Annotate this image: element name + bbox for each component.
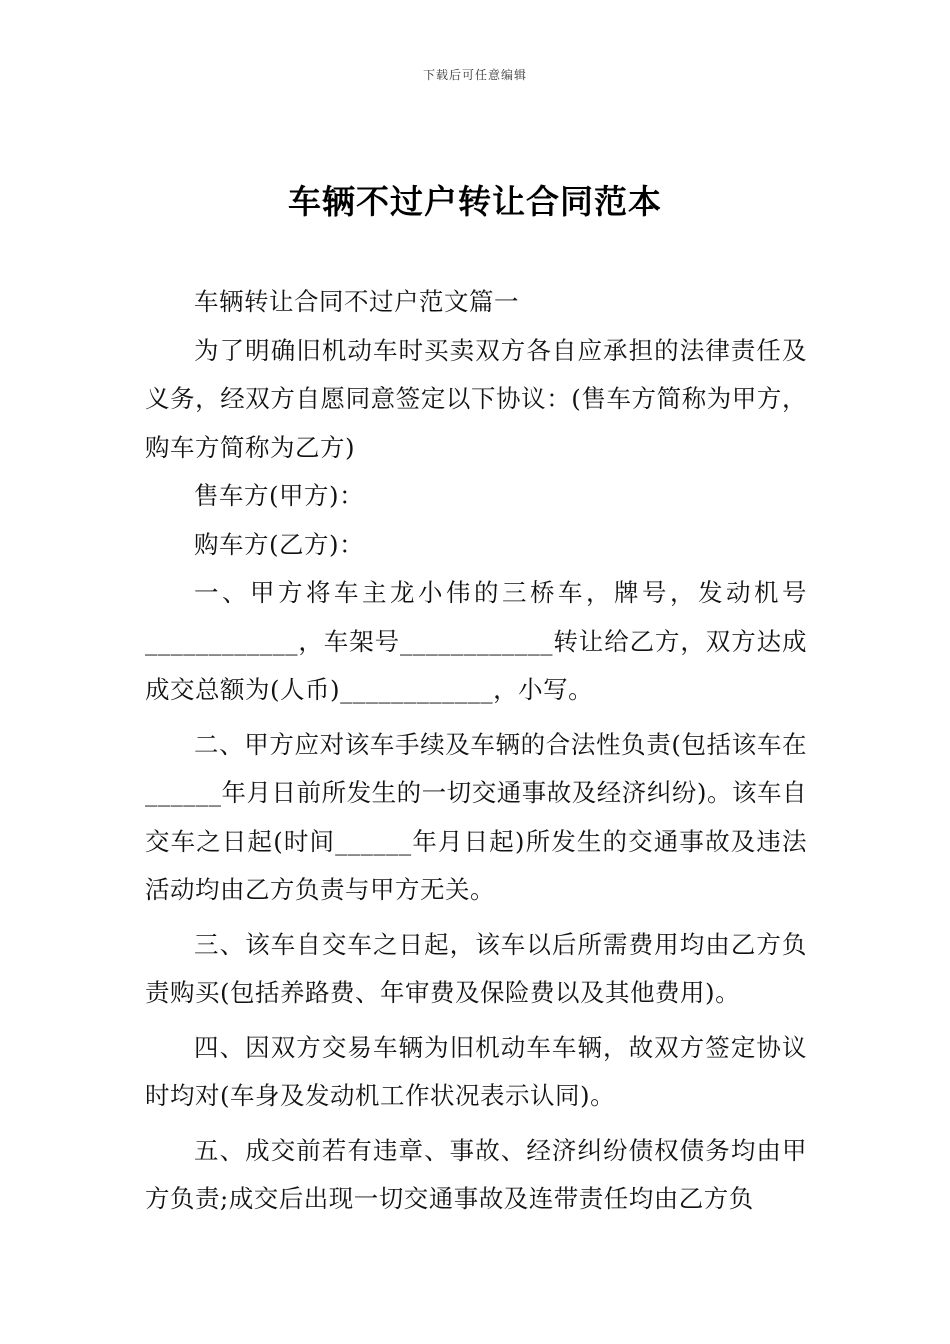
clause-4: 四、因双方交易车辆为旧机动车车辆，故双方签定协议时均对(车身及发动机工作状况表示认同)。 (145, 1032, 807, 1110)
header-note: 下载后可任意编辑 (422, 68, 527, 82)
clause-3: 三、该车自交车之日起，该车以后所需费用均由乙方负责购买(包括养路费、年审费及保险费以及其他费用)。 (145, 929, 807, 1007)
section-heading: 车辆转让合同不过户范文篇一 (194, 287, 519, 316)
document-title: 车辆不过户转让合同范本 (288, 182, 662, 221)
buyer-line: 购车方(乙方)： (194, 529, 365, 559)
clause-5: 五、成交前若有违章、事故、经济纠纷债权债务均由甲方负责;成交后出现一切交通事故及连带责任均由乙方负 (145, 1135, 807, 1213)
clause-2: 二、甲方应对该车手续及车辆的合法性负责(包括该车在______年月日前所发生的一切交通事故及经济纠纷)。该车自交车之日起(时间______年月日起)所发生的交通事故及违法活动均由乙方负责与甲方无关。 (145, 729, 807, 904)
paragraph-intro: 为了明确旧机动车时买卖双方各自应承担的法律责任及义务，经双方自愿同意签定以下协议：(售车方简称为甲方，购车方简称为乙方) (145, 335, 807, 462)
seller-line: 售车方(甲方)： (194, 481, 365, 510)
clause-1: 一、甲方将车主龙小伟的三桥车，牌号，发动机号____________，车架号____________转让给乙方，双方达成成交总额为(人币)____________，小写。 (145, 578, 807, 704)
document-body (145, 278, 807, 1224)
